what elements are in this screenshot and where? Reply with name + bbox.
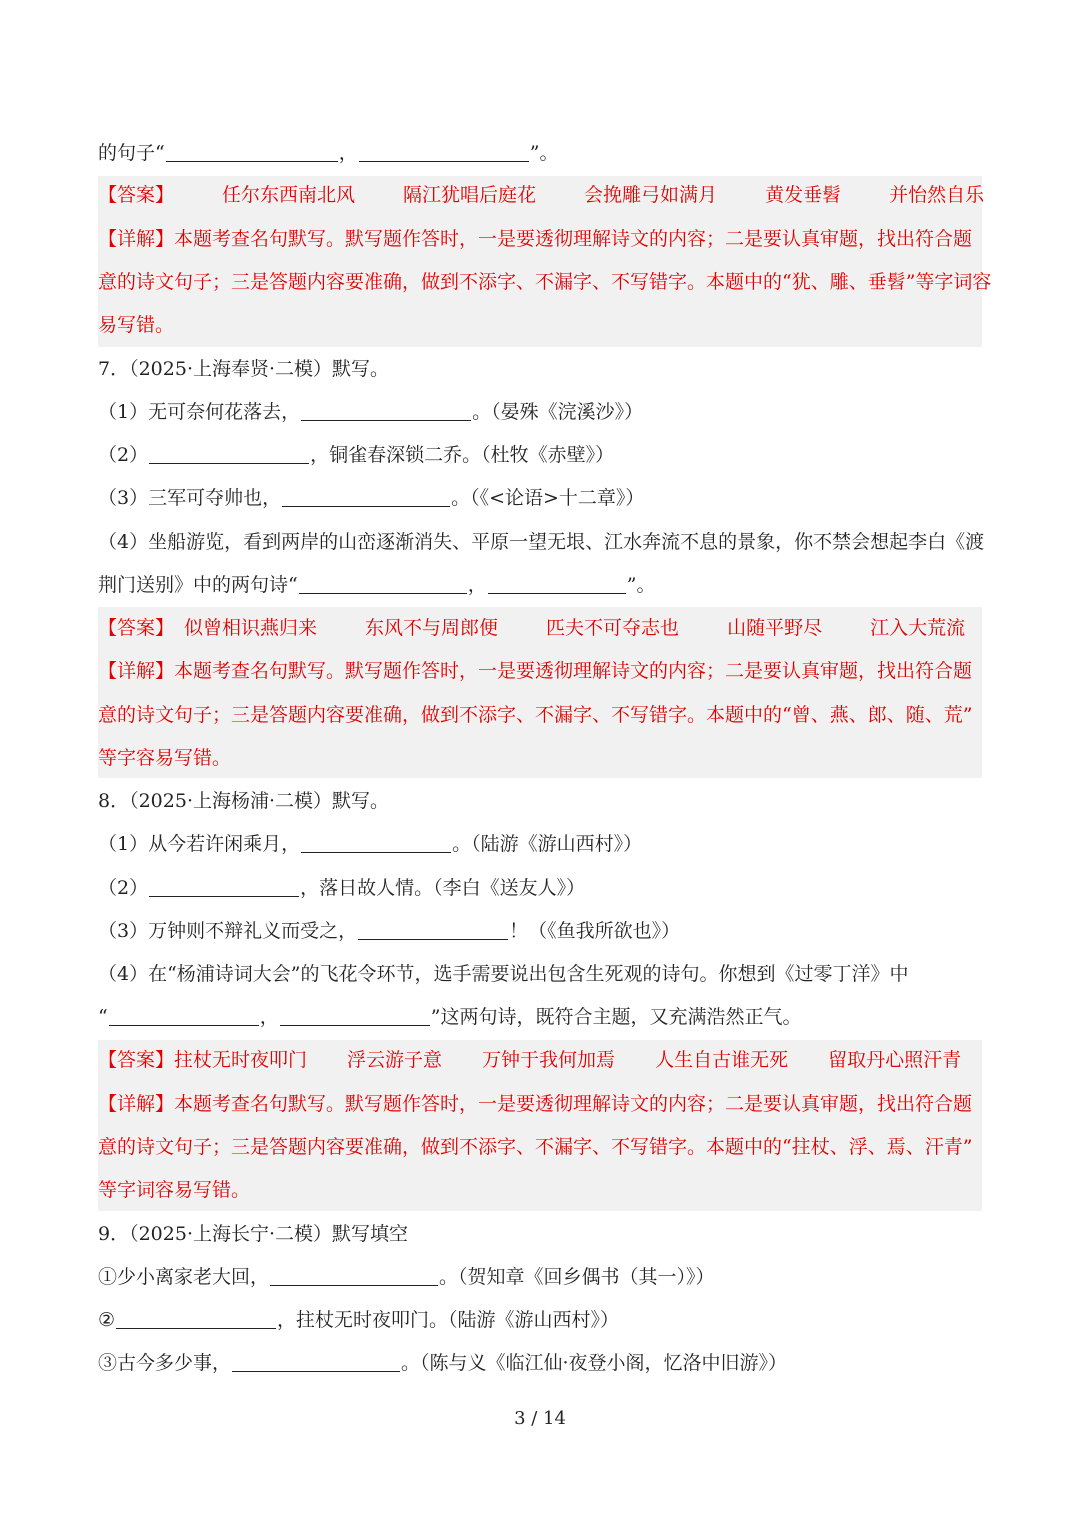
- question-8-item-4: （4）在“杨浦诗词大会”的飞花令环节，选手需要说出包含生死观的诗句。你想到《过零丁洋》中: [98, 963, 909, 985]
- question-9-item-3: ③古今多少事， 。（陈与义《临江仙·夜登小阁，忆洛中旧游》）: [98, 1352, 788, 1374]
- answer-blank: [280, 1005, 430, 1026]
- answer-blank: [301, 832, 451, 853]
- question-7-header: 7．（2025·上海奉贤·二模）默写。: [98, 358, 390, 380]
- question-8-item-1: （1）从今若许闲乘月， 。（陆游《游山西村》）: [98, 833, 643, 855]
- answer-blank: [359, 141, 529, 162]
- answer-blank: [232, 1351, 400, 1372]
- answer-blank: [299, 573, 467, 594]
- answer-blank: [282, 486, 450, 507]
- answer-blank: [166, 141, 338, 162]
- page-number: 3 / 14: [514, 1408, 566, 1429]
- question-8-header: 8．（2025·上海杨浦·二模）默写。: [98, 790, 390, 812]
- detail-line: 【详解】本题考查名句默写。默写题作答时，一是要透彻理解诗文的内容；二是要认真审题，找出符合题: [98, 1093, 973, 1115]
- question-7-item-4-cont: 荆门送别》中的两句诗“ ， ”。: [98, 574, 656, 596]
- detail-line: 意的诗文句子；三是答题内容要准确，做到不添字、不漏字、不写错字。本题中的“犹、雕、垂髫”等字词容: [98, 271, 992, 293]
- detail-line: 意的诗文句子；三是答题内容要准确，做到不添字、不漏字、不写错字。本题中的“曾、燕、郎、随、荒”: [98, 704, 973, 726]
- detail-line: 等字词容易写错。: [98, 1179, 251, 1201]
- answer-blank: [109, 1005, 259, 1026]
- detail-line: 【详解】本题考查名句默写。默写题作答时，一是要透彻理解诗文的内容；二是要认真审题，找出符合题: [98, 228, 973, 250]
- question-7-item-1: （1）无可奈何花落去， 。（晏殊《浣溪沙》）: [98, 401, 644, 423]
- question-7-item-2: （2） ，铜雀春深锁二乔。（杜牧《赤壁》）: [98, 444, 615, 466]
- question-8-item-3: （3）万钟则不辩礼义而受之， ！（《鱼我所欲也》）: [98, 920, 681, 942]
- answer-blank: [488, 573, 626, 594]
- question-8-item-4-cont: “ ， ”这两句诗，既符合主题，又充满浩然正气。: [98, 1006, 802, 1028]
- detail-line: 易写错。: [98, 314, 175, 336]
- detail-line: 意的诗文句子；三是答题内容要准确，做到不添字、不漏字、不写错字。本题中的“拄杖、浮、焉、汗青”: [98, 1136, 973, 1158]
- question-9-item-1: ①少小离家老大回， 。（贺知章《回乡偶书（其一）》）: [98, 1266, 715, 1288]
- answer-line-8: 【答案】 拄杖无时夜叩门 浮云游子意 万钟于我何加焉 人生自古谁无死 留取丹心照汗青: [98, 1049, 962, 1071]
- answer-blank: [116, 1308, 276, 1329]
- answer-blank: [301, 400, 471, 421]
- answer-line-7: 【答案】 似曾相识燕归来 东风不与周郎便 匹夫不可夺志也 山随平野尽 江入大荒流: [98, 617, 966, 639]
- detail-line: 【详解】本题考查名句默写。默写题作答时，一是要透彻理解诗文的内容；二是要认真审题，找出符合题: [98, 660, 973, 682]
- detail-line: 等字容易写错。: [98, 747, 232, 769]
- question-9-item-2: ② ，拄杖无时夜叩门。（陆游《游山西村》）: [98, 1309, 620, 1331]
- question-8-item-2: （2） ，落日故人情。（李白《送友人》）: [98, 877, 586, 899]
- answer-blank: [149, 443, 309, 464]
- question-9-header: 9．（2025·上海长宁·二模）默写填空: [98, 1223, 409, 1245]
- answer-line-prev: 【答案】 任尔东西南北风 隔江犹唱后庭花 会挽雕弓如满月 黄发垂髫 并怡然自乐: [98, 184, 985, 206]
- answer-blank: [358, 919, 508, 940]
- prev-question-line: 的句子“ ， ”。: [98, 142, 559, 164]
- question-7-item-3: （3）三军可夺帅也， 。（《<论语>十二章》）: [98, 487, 645, 509]
- question-7-item-4: （4）坐船游览，看到两岸的山峦逐渐消失、平原一望无垠、江水奔流不息的景象，你不禁会想起李白《渡: [98, 531, 985, 553]
- answer-blank: [270, 1265, 438, 1286]
- answer-blank: [149, 876, 299, 897]
